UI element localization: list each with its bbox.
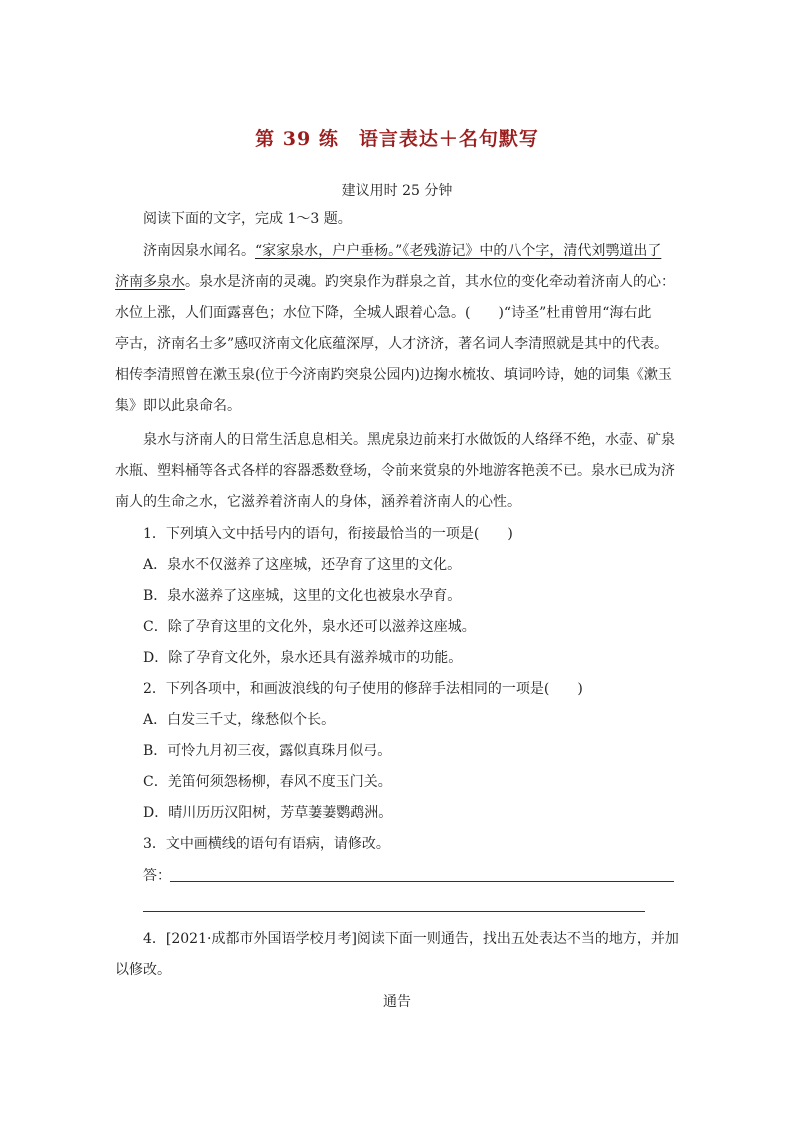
question-1-option-b: B．泉水滋养了这座城，这里的文化也被泉水孕育。 [143,588,462,604]
underlined-sentence: “家家泉水，户户垂杨。”《老残游记》中的八个字，清代刘鹗道出了 [255,243,662,259]
passage-p2-line1: 泉水与济南人的日常生活息息相关。黑虎泉边前来打水做饭的人络绎不绝，水壶、矿泉 [143,432,675,448]
question-2-stem: 2．下列各项中，和画波浪线的句子使用的修辞手法相同的一项是( ) [143,681,583,697]
question-1-option-d: D．除了孕育文化外，泉水还具有滋养城市的功能。 [143,650,463,666]
question-1-stem: 1．下列填入文中括号内的语句，衔接最恰当的一项是( ) [143,526,513,542]
question-1-option-c: C．除了孕育这里的文化外，泉水还可以滋养这座城。 [143,619,476,635]
passage-p2-line2: 水瓶、塑料桶等各式各样的容器悉数登场，令前来赏泉的外地游客艳羡不已。泉水已成为济 [115,463,675,479]
passage-text: 。泉水是济南的灵魂。趵突泉作为群泉之首，其水位的变化牵动着济南人的心： [185,274,675,290]
underlined-sentence: 济南多泉水 [115,274,185,290]
passage-p1-line3: 水位上涨，人们面露喜色；水位下降，全城人跟着心急。( )“诗圣”杜甫曾用“海右此 [115,305,652,321]
question-2-option-c: C．羌笛何须怨杨柳，春风不度玉门关。 [143,774,392,790]
question-2-option-d: D．晴川历历汉阳树，芳草萋萋鹦鹉洲。 [143,805,393,821]
page-title: 第 39 练 语言表达＋名句默写 [255,128,539,150]
passage-text: 济南因泉水闻名。 [143,243,255,259]
answer-blank-line-1[interactable] [170,881,674,882]
question-2-option-b: B．可怜九月初三夜，露似真珠月似弓。 [143,743,392,759]
notice-title: 通告 [383,994,411,1010]
passage-instruction: 阅读下面的文字，完成 1～3 题。 [143,211,352,227]
question-4-stem-line2: 以修改。 [115,962,171,978]
suggested-time: 建议用时 25 分钟 [341,183,453,199]
passage-p2-line3: 南人的生命之水，它滋养着济南人的身体，涵养着济南人的心性。 [115,494,521,510]
passage-p1-line4: 亭古，济南名士多”感叹济南文化底蕴深厚，人才济济，著名词人李清照就是其中的代表。 [115,336,669,352]
answer-blank-line-2[interactable] [143,911,645,912]
passage-p1-line6: 集》即以此泉命名。 [115,398,241,414]
question-3-stem: 3．文中画横线的语句有语病，请修改。 [143,836,390,852]
question-2-option-a: A．白发三千丈，缘愁似个长。 [143,712,336,728]
passage-p1-line1 [143,241,718,261]
passage-p1-line5: 相传李清照曾在漱玉泉(位于今济南趵突泉公园内)边掬水梳妆、填词吟诗，她的词集《漱玉 [115,367,672,383]
passage-p1-line2 [115,272,690,292]
answer-label: 答： [143,868,171,884]
question-4-stem-line1: 4．[2021·成都市外国语学校月考]阅读下面一则通告，找出五处表达不当的地方，并加 [143,931,679,947]
question-1-option-a: A．泉水不仅滋养了这座城，还孕育了这里的文化。 [143,557,462,573]
